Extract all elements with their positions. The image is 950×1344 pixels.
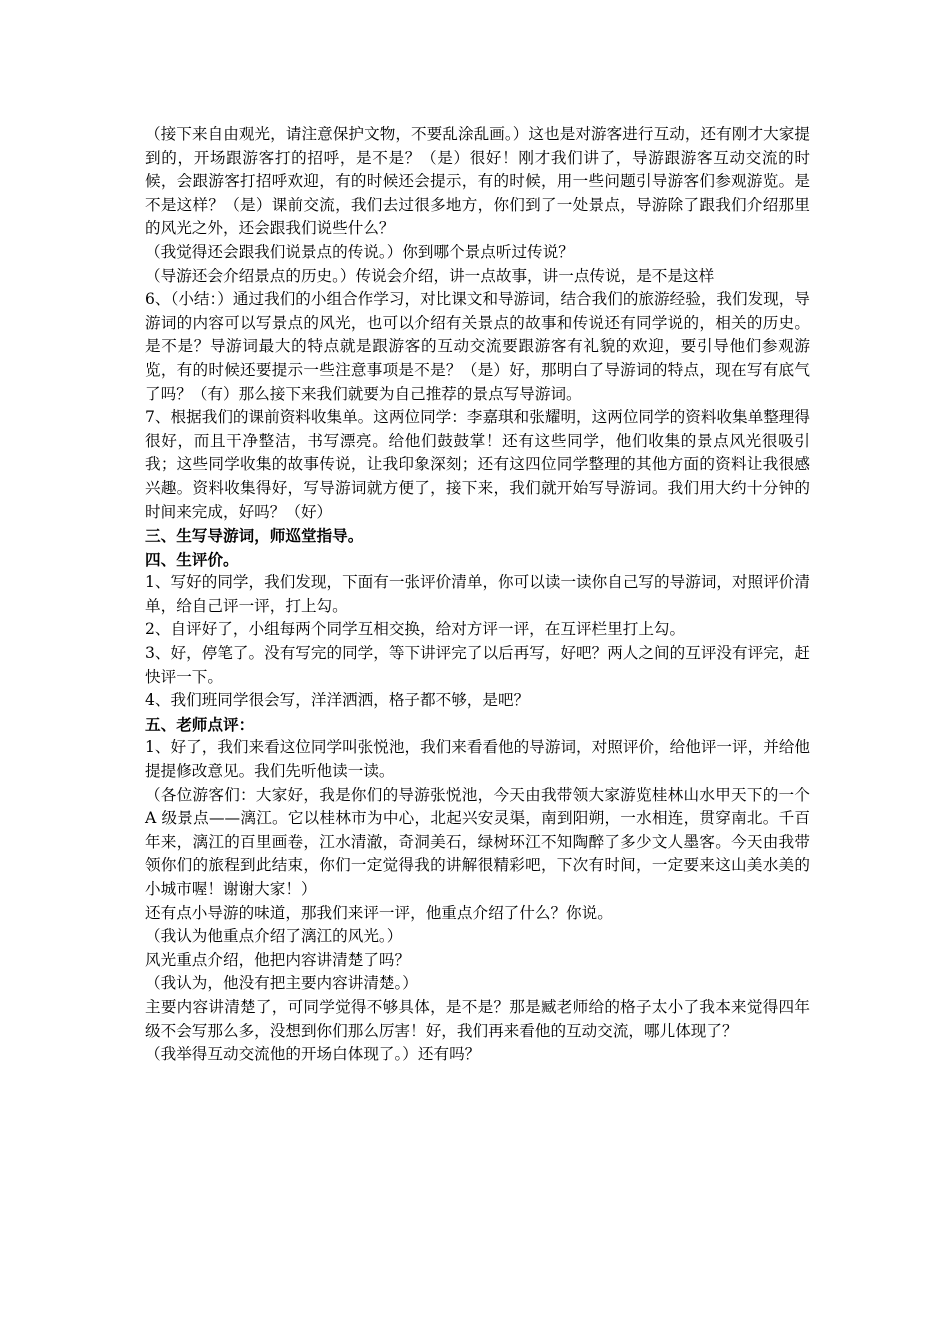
paragraph-15: （我认为，他没有把主要内容讲清楚。） [145,974,418,993]
paragraph-17: （我举得互动交流他的开场白体现了。）还有吗？ [145,1045,481,1064]
paragraph-13: （我认为他重点介绍了漓江的风光。） [145,927,403,946]
paragraph-16: 主要内容讲清楚了，可同学觉得不够具体，是不是？那是臧老师给的格子太小了我本来觉得四年级不会写那么多，没想到你们那么厉害！好，我们再来看他的互动交流，哪儿体现了？ [145,997,810,1040]
document-page [145,123,810,1067]
paragraph-2: （我觉得还会跟我们说景点的传说。）你到哪个景点听过传说？ [145,242,574,261]
paragraph-3: （导游还会介绍景点的历史。）传说会介绍，讲一点故事，讲一点传说，是不是这样 [145,266,715,285]
paragraph-1: （接下来自由观光，请注意保护文物，不要乱涂乱画。）这也是对游客进行互动，还有刚才大家提到的，开场跟游客打的招呼，是不是？（是）很好！刚才我们讲了，导游跟游客互动交流的时候，会跟游客打招呼欢迎，有的时候还会提示，有的时候，用一些问题引导游客们参观游览。是不是这样？（是）课前交流，我们去过很多地方，你们到了一处景点，导游除了跟我们介绍那里的风光之外，还会跟我们说些什么？ [145,125,810,238]
paragraph-5: 7、根据我们的课前资料收集单。这两位同学：李嘉琪和张耀明，这两位同学的资料收集单整理得很好，而且干净整洁，书写漂亮。给他们鼓鼓掌！还有这些同学，他们收集的景点风光很吸引我；这些同学收集的故事传说，让我印象深刻；还有这四位同学整理的其他方面的资料让我很感兴趣。资料收集得好，写导游词就方便了，接下来，我们就开始写导游词。我们用大约十分钟的时间来完成，好吗？（好） [145,408,810,521]
paragraph-10: 1、好了，我们来看这位同学叫张悦池，我们来看看他的导游词，对照评价，给他评一评，并给他提提修改意见。我们先听他读一读。 [145,738,810,781]
section-heading-3: 三、生写导游词，师巡堂指导。 [145,526,364,546]
paragraph-12: 还有点小导游的味道，那我们来评一评，他重点介绍了什么？你说。 [145,903,613,922]
paragraph-11: （各位游客们：大家好，我是你们的导游张悦池，今天由我带领大家游览桂林山水甲天下的一个 A 级景点——漓江。它以桂林市为中心，北起兴安灵渠，南到阳朔，一水相连，贯穿南北。千百年来，漓江的百里画卷，江水清澈，奇洞美石，绿树环江不知陶醉了多少文人墨客。今天由我带领你们的旅程到此结束，你们一定觉得我的讲解很精彩吧，下次有时间，一定要来这山美水美的小城市喔！谢谢大家！） [145,785,810,898]
section-heading-5: 五、老师点评： [145,714,255,734]
paragraph-7: 2、自评好了，小组每两个同学互相交换，给对方评一评，在互评栏里打上勾。 [145,620,686,639]
paragraph-9: 4、我们班同学很会写，洋洋洒洒，格子都不够，是吧？ [145,691,530,710]
paragraph-4: 6、（小结：）通过我们的小组合作学习，对比课文和导游词，结合我们的旅游经验，我们发现，导游词的内容可以写景点的风光，也可以介绍有关景点的故事和传说还有同学说的，相关的历史。是不是？导游词最大的特点就是跟游客的互动交流要跟游客有礼貌的欢迎，要引导他们参观游览，有的时候还要提示一些注意事项是不是？（是）好，那明白了导游词的特点，现在写有底气了吗？（有）那么接下来我们就要为自己推荐的景点写导游词。 [145,290,810,403]
paragraph-14: 风光重点介绍，他把内容讲清楚了吗？ [145,950,411,969]
paragraph-8: 3、好，停笔了。没有写完的同学，等下讲评完了以后再写，好吧？两人之间的互评没有评完，赶快评一下。 [145,644,810,686]
paragraph-6: 1、写好的同学，我们发现，下面有一张评价清单，你可以读一读你自己写的导游词，对照评价清单，给自己评一评，打上勾。 [145,573,810,615]
section-heading-4: 四、生评价。 [145,549,239,569]
